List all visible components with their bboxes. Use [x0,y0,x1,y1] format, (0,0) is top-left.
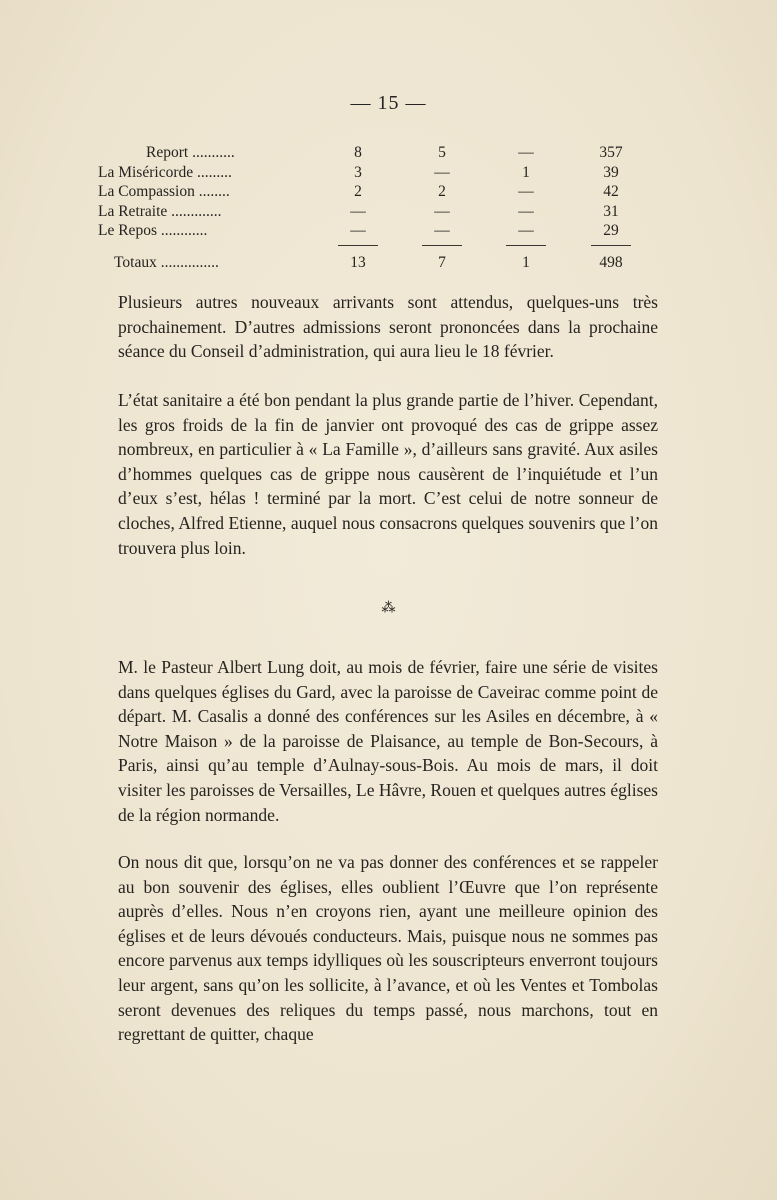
row-label: La Compassion ........ [98,183,230,201]
cell-col1: — [350,222,366,240]
cell-col2: — [434,202,450,220]
cell-col2: 5 [438,144,446,161]
total-col2: 7 [438,253,446,271]
row-label: Report ........... [146,144,235,161]
cell-col3: 1 [522,163,530,181]
row-label: Le Repos ............ [98,222,208,240]
cell-col1: 2 [354,183,362,201]
cell-col3: — [518,202,534,220]
row-label: La Retraite ............. [98,202,222,220]
total-rule [338,245,378,246]
table-row [96,202,666,222]
total-rule [591,245,631,246]
cell-col4: 31 [603,202,619,220]
cell-col1: — [350,202,366,220]
total-col3: 1 [522,253,530,271]
table-row [96,221,666,241]
cell-col4: 29 [603,222,619,240]
cell-col3: — [518,183,534,201]
cell-col3: — [518,144,534,161]
total-col4: 498 [599,253,623,271]
table-row [96,143,666,163]
paragraph-text: L’état sanitaire a été bon pendant la plus grande partie de l’hiver. Cependant, les gros froids de la fin de janvier ont provoqué des cas de grippe assez nombreux, en particulier à « La Famille », d’ailleurs sans gravité. Aux asiles d’hommes quelques cas de grippe nous causèrent de l’inquiétude et l’un d’eux s’est, hélas ! terminé par la mort. C’est celui de notre sonneur de cloches, Alfred Etienne, auquel nous consacrons quelques souvenirs que l’on trouvera plus loin. [118,390,658,558]
row-label: La Miséricorde ......... [98,163,232,181]
paragraph [118,388,658,560]
table-row [96,182,666,202]
paragraph-text: M. le Pasteur Albert Lung doit, au mois de février, faire une série de visites dans quelques églises du Gard, avec la paroisse de Caveirac comme point de départ. M. Casalis a donné des conférences sur les Asiles en décembre, à « Notre Maison » de la paroisse de Plaisance, au temple de Bon-Secours, à Paris, ainsi qu’au temple d’Aulnay-sous-Bois. Au mois de mars, il doit visiter les paroisses de Versailles, Le Hâvre, Rouen et quelques autres églises de la région normande. [118,657,658,825]
statistics-table [96,143,666,273]
cell-col3: — [518,222,534,240]
cell-col4: 357 [599,144,623,161]
paragraph-text: Plusieurs autres nouveaux arrivants sont attendus, quelques-uns très prochainement. D’autres admissions seront prononcées dans la prochaine séance du Conseil d’administration, qui aura lieu le 18 février. [118,292,658,362]
section-separator: ⁂ [381,601,396,616]
table-row [96,163,666,183]
cell-col4: 42 [603,183,619,201]
paragraph [118,655,658,827]
total-label: Totaux ............... [114,253,219,271]
page-number: — 15 — [350,92,427,114]
cell-col2: — [434,222,450,240]
cell-col4: 39 [603,163,619,181]
cell-col2: 2 [438,183,446,201]
paragraph-text: On nous dit que, lorsqu’on ne va pas donner des conférences et se rappeler au bon souvenir des églises, elles oublient l’Œuvre que l’on représente auprès d’elles. Nous n’en croyons rien, ayant une meilleure opinion des églises et de leurs dévoués conducteurs. Mais, puisque nous ne sommes pas encore parvenus aux temps idylliques où les souscripteurs enverront toujours leur argent, sans qu’on les sollicite, à l’avance, et où les Ventes et Tombolas seront devenues des reliques du temps passé, nous marchons, tout en regrettant de quitter, chaque [118,852,658,1045]
cell-col1: 3 [354,163,362,181]
total-rules [96,241,666,251]
total-rule [422,245,462,246]
cell-col1: 8 [354,144,362,161]
total-col1: 13 [350,253,366,271]
paragraph [118,850,658,1047]
cell-col2: — [434,163,450,181]
table-total-row [96,253,666,273]
paragraph [118,290,658,364]
total-rule [506,245,546,246]
